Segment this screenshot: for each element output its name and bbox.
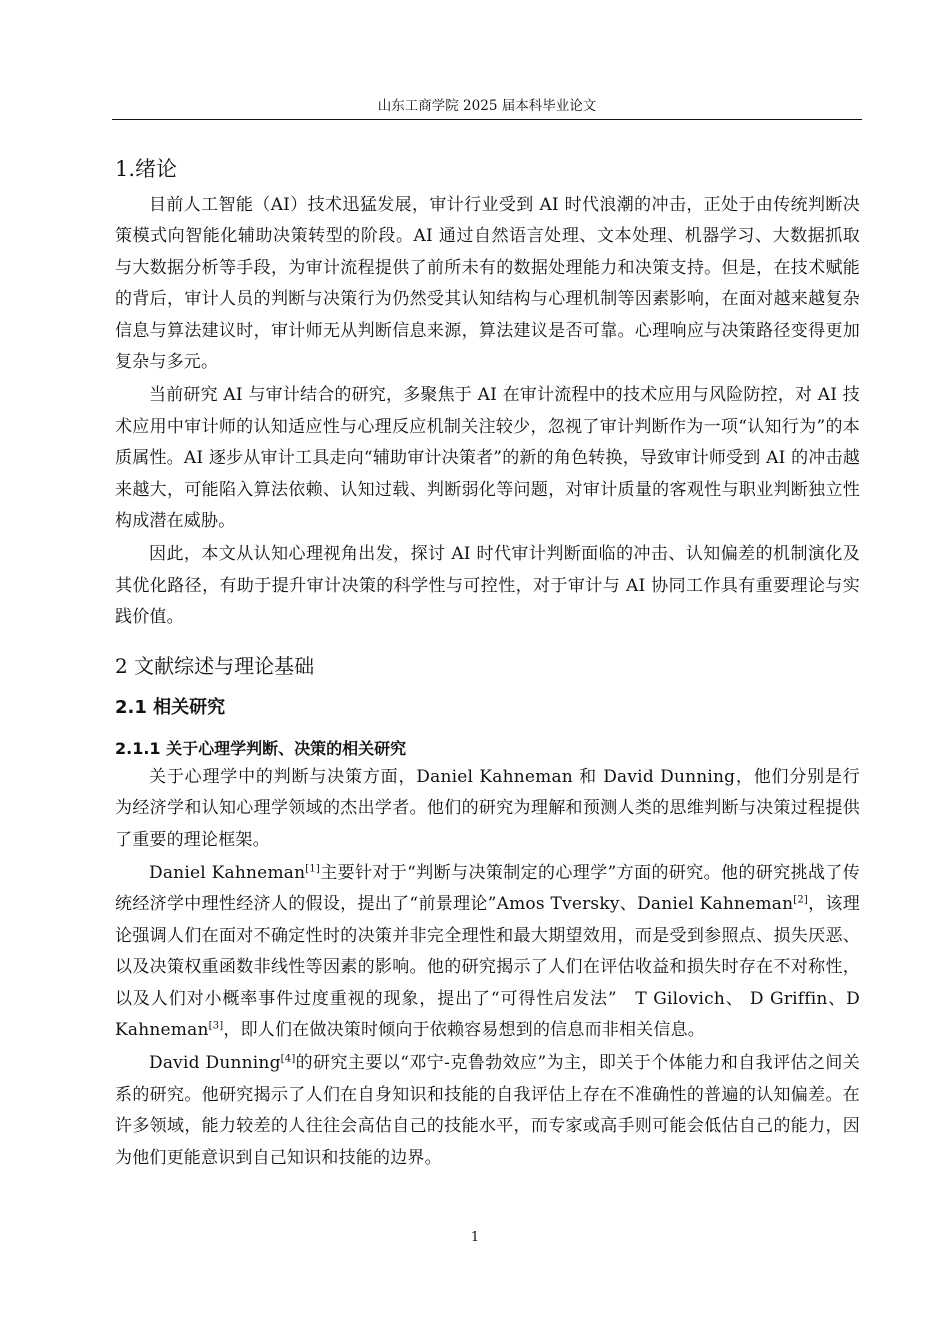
- text-run: ，该理论强调人们在面对不确定性时的决策并非完全理性和最大期望效用，而是受到参照点、损失厌恶、以及决策权重函数非线性等因素的影响。他的研究揭示了人们在评估收益和损失时存在不对称性，以及人们对小概率事件过度重视的现象，提出了“可得性启发法” T Gilovich、 D Griffin、D Kahneman: [115, 894, 860, 1040]
- text-run: ，即人们在做决策时倾向于依赖容易想到的信息而非相关信息。: [223, 1019, 705, 1040]
- intro-paragraph-2: 当前研究 AI 与审计结合的研究，多聚焦于 AI 在审计流程中的技术应用与风险防控，对 AI 技术应用中审计师的认知适应性与心理反应机制关注较少，忽视了审计判断作为一项“认知行为”的本质属性。AI 逐步从审计工具走向“辅助审计决策者”的新的角色转换，导致审计师受到 AI 的冲击越来越大，可能陷入算法依赖、认知过载、判断弱化等问题，对审计质量的客观性与职业判断独立性构成潜在威胁。: [115, 385, 860, 532]
- running-header: 山东工商学院 2025 届本科毕业论文: [377, 98, 597, 114]
- lit-paragraph-3: [115, 1048, 860, 1174]
- citation-ref-4: [4]: [280, 1053, 296, 1065]
- intro-paragraph-3: 因此，本文从认知心理视角出发，探讨 AI 时代审计判断面临的冲击、认知偏差的机制演化及其优化路径，有助于提升审计决策的科学性与可控性，对于审计与 AI 协同工作具有重要理论与实践价值。: [115, 544, 860, 628]
- text-run: David Dunning: [149, 1053, 281, 1074]
- section-2-heading: 2 文献综述与理论基础: [115, 653, 315, 678]
- text-run: 的研究主要以“邓宁-克鲁勃效应”为主，即关于个体能力和自我评估之间关系的研究。他研究揭示了人们在自身知识和技能的自我评估上存在不准确性的普遍的认知偏差。在许多领域，能力较差的人往往会高估自己的技能水平，而专家或高手则可能会低估自己的能力，因为他们更能意识到自己知识和技能的边界。: [115, 1053, 860, 1168]
- section-2-1-1-heading: 2.1.1 关于心理学判断、决策的相关研究: [115, 738, 407, 758]
- section-2-1-heading: 2.1 相关研究: [115, 696, 226, 718]
- citation-ref-3: [3]: [208, 1020, 224, 1032]
- section-1-heading: 1.绪论: [115, 157, 178, 181]
- lit-paragraph-1: 关于心理学中的判断与决策方面，Daniel Kahneman 和 David Dunning，他们分别是行为经济学和认知心理学领域的杰出学者。他们的研究为理解和预测人类的思维判断与决策过程提供了重要的理论框架。: [115, 766, 860, 850]
- text-run: Daniel Kahneman: [149, 862, 306, 883]
- citation-ref-1: [1]: [305, 863, 321, 875]
- page-number: 1: [470, 1230, 480, 1245]
- citation-ref-2: [2]: [793, 894, 809, 906]
- header-divider: [112, 119, 862, 120]
- intro-paragraph-1: 目前人工智能（AI）技术迅猛发展，审计行业受到 AI 时代浪潮的冲击，正处于由传统判断决策模式向智能化辅助决策转型的阶段。AI 通过自然语言处理、文本处理、机器学习、大数据抓取与大数据分析等手段，为审计流程提供了前所未有的数据处理能力和决策支持。但是，在技术赋能的背后，审计人员的判断与决策行为仍然受其认知结构与心理机制等因素影响，在面对越来越复杂信息与算法建议时，审计师无从判断信息来源，算法建议是否可靠。心理响应与决策路径变得更加复杂与多元。: [115, 195, 860, 373]
- body-content: [115, 152, 860, 1174]
- text-run: 主要针对于“判断与决策制定的心理学”方面的研究。他的研究挑战了传统经济学中理性经济人的假设，提出了“前景理论”Amos Tversky、Daniel Kahneman: [115, 862, 860, 915]
- lit-paragraph-2: [115, 858, 860, 1046]
